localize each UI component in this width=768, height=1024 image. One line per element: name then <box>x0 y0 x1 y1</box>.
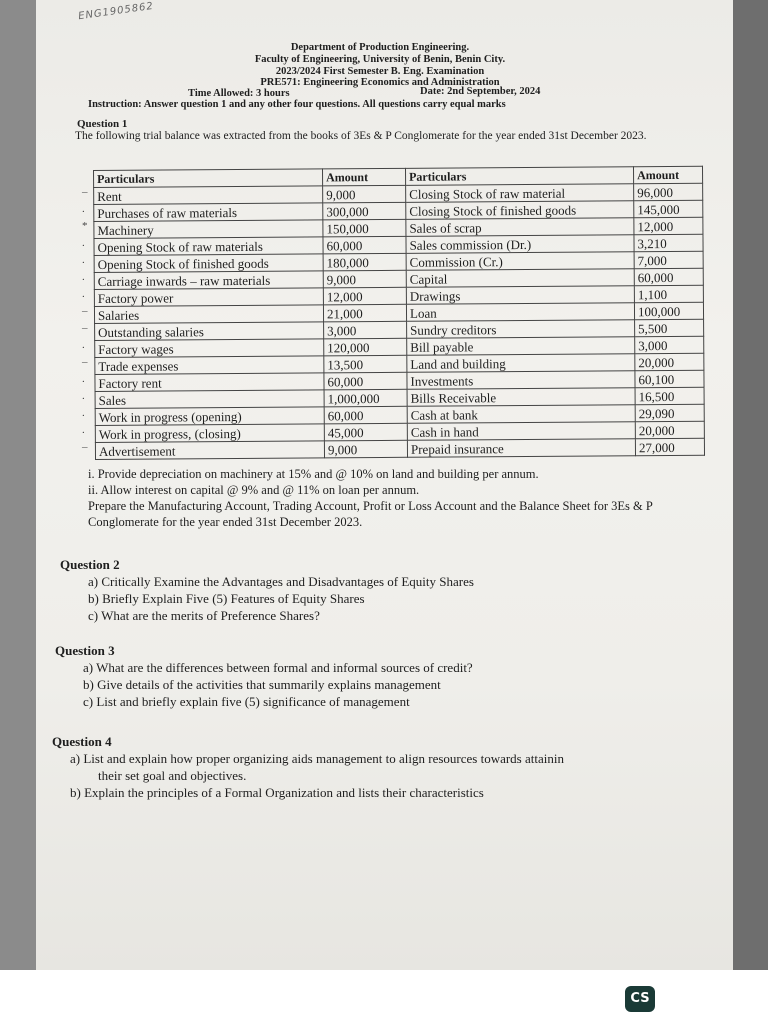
debit-amount-cell: 3,000 <box>324 321 407 339</box>
debit-amount-cell: 9,000 <box>323 270 406 288</box>
trial-balance-table <box>93 166 705 460</box>
debit-particular-cell: Sales <box>95 390 324 409</box>
credit-amount-cell: 20,000 <box>635 353 704 370</box>
debit-amount-cell: 150,000 <box>323 219 406 237</box>
question2-title: Question 2 <box>60 557 120 572</box>
debit-particular-cell: Factory wages <box>95 339 324 358</box>
header-particulars-2: Particulars <box>405 167 633 186</box>
debit-particular-cell: Salaries <box>94 305 323 324</box>
credit-particular-cell: Closing Stock of raw material <box>406 184 634 203</box>
credit-amount-cell: 60,100 <box>635 370 704 387</box>
credit-amount-cell: 29,090 <box>635 404 704 421</box>
question4 <box>52 733 732 801</box>
debit-amount-cell: 9,000 <box>323 185 406 203</box>
header-particulars-1: Particulars <box>94 169 323 188</box>
handwritten-id: ENG1905862 <box>77 0 155 23</box>
debit-particular-cell: Purchases of raw materials <box>94 203 323 222</box>
debit-particular-cell: Advertisement <box>95 441 324 460</box>
credit-particular-cell: Sales of scrap <box>406 218 634 237</box>
credit-amount-cell: 7,000 <box>634 251 703 268</box>
debit-amount-cell: 1,000,000 <box>324 389 407 407</box>
debit-particular-cell: Work in progress, (closing) <box>95 424 324 443</box>
debit-amount-cell: 9,000 <box>324 440 407 458</box>
credit-particular-cell: Bill payable <box>407 337 635 356</box>
credit-amount-cell: 145,000 <box>634 200 703 217</box>
credit-particular-cell: Closing Stock of finished goods <box>406 201 634 220</box>
credit-particular-cell: Cash in hand <box>407 422 635 441</box>
question4-item-a-cont: their set goal and objectives. <box>98 768 247 783</box>
debit-particular-cell: Work in progress (opening) <box>95 407 324 426</box>
question2-item-a: a) Critically Examine the Advantages and Disadvantages of Equity Shares <box>88 574 474 589</box>
credit-amount-cell: 3,000 <box>635 336 704 353</box>
header-amount-1: Amount <box>322 168 405 186</box>
header-department: Department of Production Engineering. <box>290 42 470 53</box>
credit-particular-cell: Sales commission (Dr.) <box>406 235 634 254</box>
question2-item-b: b) Briefly Explain Five (5) Features of Equity Shares <box>88 591 365 606</box>
question1-notes <box>88 466 718 530</box>
table-row <box>95 438 704 459</box>
debit-amount-cell: 13,500 <box>324 355 407 373</box>
header-amount-2: Amount <box>633 166 702 183</box>
background-right <box>733 0 768 970</box>
credit-particular-cell: Bills Receivable <box>407 388 635 407</box>
question1-text: The following trial balance was extracted from the books of 3Es & P Conglomerate for the year ended 31st December 2023. <box>75 130 647 142</box>
credit-amount-cell: 60,000 <box>634 268 703 285</box>
question3-item-a: a) What are the differences between formal and informal sources of credit? <box>83 660 473 675</box>
question1-title: Question 1 <box>77 118 128 130</box>
credit-particular-cell: Prepaid insurance <box>407 439 635 458</box>
header-semester: 2023/2024 First Semester B. Eng. Examination <box>275 66 485 77</box>
credit-particular-cell: Commission (Cr.) <box>406 252 634 271</box>
question2 <box>60 556 474 624</box>
credit-particular-cell: Investments <box>407 371 635 390</box>
debit-particular-cell: Carriage inwards – raw materials <box>94 271 323 290</box>
question3-title: Question 3 <box>55 643 115 658</box>
credit-particular-cell: Drawings <box>406 286 634 305</box>
credit-particular-cell: Land and building <box>407 354 635 373</box>
background-left <box>0 0 36 970</box>
credit-amount-cell: 16,500 <box>635 387 704 404</box>
question4-item-a: a) List and explain how proper organizing aids management to align resources towards attainin <box>70 751 564 766</box>
credit-particular-cell: Loan <box>406 303 634 322</box>
margin-marks: – . * . . . . – – . – . . . . – <box>82 186 88 453</box>
debit-particular-cell: Trade expenses <box>95 356 324 375</box>
credit-amount-cell: 100,000 <box>634 302 703 319</box>
note-interest: ii. Allow interest on capital @ 9% and @ 11% on loan per annum. <box>88 483 420 497</box>
question2-item-c: c) What are the merits of Preference Shares? <box>88 608 320 623</box>
debit-amount-cell: 60,000 <box>324 406 407 424</box>
question3 <box>55 642 473 710</box>
debit-particular-cell: Factory power <box>94 288 323 307</box>
credit-particular-cell: Capital <box>406 269 634 288</box>
debit-amount-cell: 300,000 <box>323 202 406 220</box>
debit-amount-cell: 60,000 <box>323 236 406 254</box>
debit-particular-cell: Factory rent <box>95 373 324 392</box>
debit-particular-cell: Opening Stock of finished goods <box>94 254 323 273</box>
credit-particular-cell: Cash at bank <box>407 405 635 424</box>
note-instructions: Prepare the Manufacturing Account, Trading Account, Profit or Loss Account and the Balance Sheet for 3Es & P Conglomerate for the year ended 31st December 2023. <box>88 499 653 529</box>
credit-amount-cell: 5,500 <box>635 319 704 336</box>
question4-title: Question 4 <box>52 734 112 749</box>
question3-item-b: b) Give details of the activities that summarily explains management <box>83 677 441 692</box>
credit-amount-cell: 12,000 <box>634 217 703 234</box>
header-date: Date: 2nd September, 2024 <box>420 86 541 97</box>
credit-amount-cell: 96,000 <box>634 183 703 200</box>
credit-amount-cell: 27,000 <box>635 438 704 455</box>
debit-particular-cell: Machinery <box>94 220 323 239</box>
note-depreciation: i. Provide depreciation on machinery at 15% and @ 10% on land and building per annum. <box>88 467 539 481</box>
credit-amount-cell: 3,210 <box>634 234 703 251</box>
instruction: Instruction: Answer question 1 and any other four questions. All questions carry equal marks <box>88 99 506 110</box>
question4-item-b: b) Explain the principles of a Formal Organization and lists their characteristics <box>70 785 484 800</box>
debit-amount-cell: 21,000 <box>323 304 406 322</box>
debit-amount-cell: 12,000 <box>323 287 406 305</box>
credit-particular-cell: Sundry creditors <box>407 320 635 339</box>
debit-particular-cell: Outstanding salaries <box>95 322 324 341</box>
camscanner-logo: CS <box>625 986 655 1012</box>
question3-item-c: c) List and briefly explain five (5) significance of management <box>83 694 410 709</box>
debit-amount-cell: 60,000 <box>324 372 407 390</box>
debit-amount-cell: 180,000 <box>323 253 406 271</box>
credit-amount-cell: 20,000 <box>635 421 704 438</box>
header-course: PRE571: Engineering Economics and Administration <box>260 77 500 88</box>
debit-amount-cell: 120,000 <box>324 338 407 356</box>
credit-amount-cell: 1,100 <box>634 285 703 302</box>
debit-particular-cell: Opening Stock of raw materials <box>94 237 323 256</box>
header-faculty: Faculty of Engineering, University of Benin, Benin City. <box>254 54 506 65</box>
debit-amount-cell: 45,000 <box>324 423 407 441</box>
header-time: Time Allowed: 3 hours <box>188 88 290 99</box>
debit-particular-cell: Rent <box>94 186 323 205</box>
